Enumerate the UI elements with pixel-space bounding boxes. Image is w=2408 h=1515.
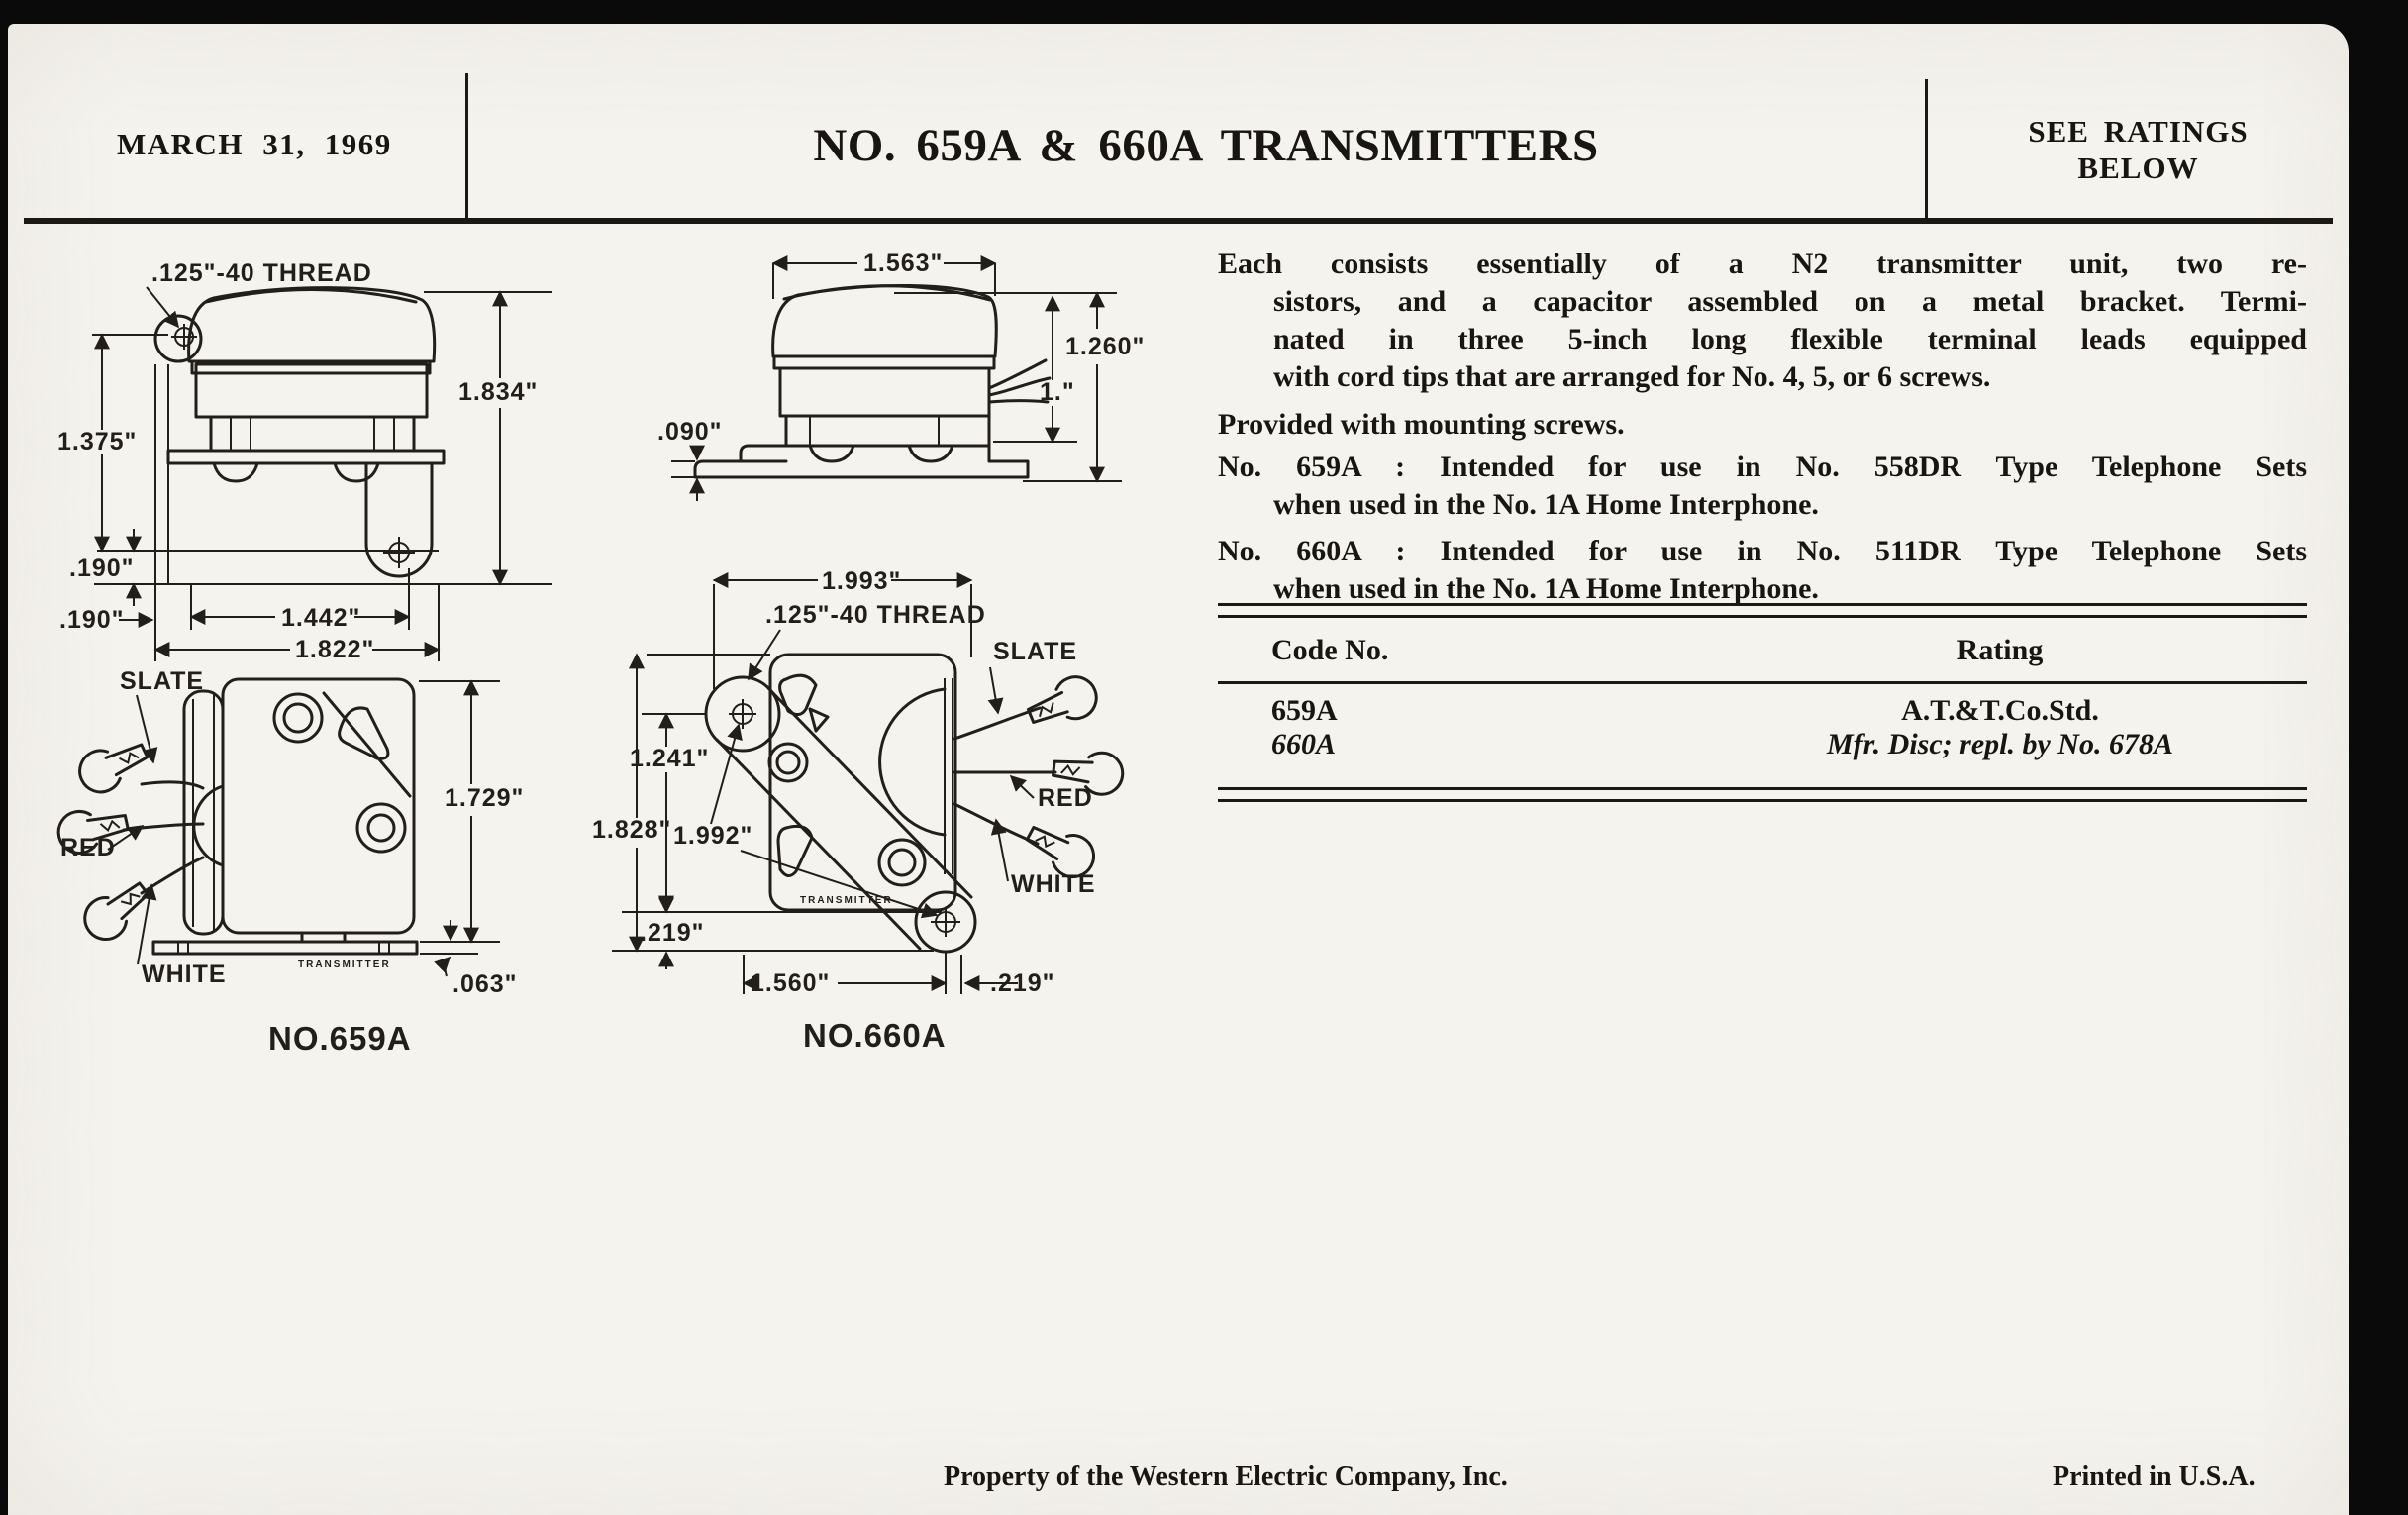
rating-cell: Mfr. Disc; repl. by No. 678A xyxy=(1827,728,2173,760)
column-header-rating: Rating xyxy=(1956,634,2044,666)
dimension-base-thickness xyxy=(420,920,518,998)
dimension-bottom xyxy=(640,892,1055,997)
description-line: when used in the No. 1A Home Interphone. xyxy=(1273,572,1819,605)
footer-property-note: Property of the Western Electric Company, Inc. xyxy=(944,1462,1508,1492)
dim-label-height-inner: 1.241" xyxy=(630,745,710,772)
header-divider-left xyxy=(465,73,468,218)
dim-label-height-overall: 1.729" xyxy=(445,784,525,812)
document-page xyxy=(8,24,2349,1515)
header-rule xyxy=(24,218,2333,224)
mounting-base-outline xyxy=(153,942,417,954)
dim-label-width-top: 1.993" xyxy=(822,567,902,595)
transmitter-cap-outline xyxy=(189,288,435,373)
ratings-note xyxy=(1928,113,2349,186)
document-date: MARCH 31, 1969 xyxy=(117,127,392,161)
dim-label-height-left: 1.375" xyxy=(57,428,138,455)
dim-label-thread: .125"-40 THREAD xyxy=(765,601,986,629)
dim-label-diagonal: 1.992" xyxy=(673,822,753,850)
dim-label-height-overall: 1.834" xyxy=(458,378,539,406)
diagram-660a-side-view xyxy=(642,242,1236,539)
dim-label-height-overall: 1.828" xyxy=(592,816,672,844)
dimension-foot-offset xyxy=(657,418,723,501)
description-line: No. 660A : Intended for use in No. 511DR Type Telephone Sets xyxy=(1218,535,2307,567)
diagram-660a-front-view xyxy=(582,568,1236,1103)
lead-label-red: RED xyxy=(60,834,116,861)
terminal-leads xyxy=(954,670,1125,884)
dimension-height-overall xyxy=(419,681,524,942)
dim-label-width-bottom: 1.560" xyxy=(751,969,831,997)
lead-label-white: WHITE xyxy=(1011,870,1096,898)
dim-label-offset-left: .219" xyxy=(640,919,705,947)
transmitter-body-outline xyxy=(168,364,444,576)
description-line: No. 659A : Intended for use in No. 558DR Type Telephone Sets xyxy=(1218,451,2307,483)
table-rule-top xyxy=(1218,603,2307,618)
dimension-height-left xyxy=(57,335,168,551)
description-line: nated in three 5-inch long flexible terminal leads equipped xyxy=(1273,323,2307,355)
diagram-659a-front-view xyxy=(43,667,597,1113)
table-row xyxy=(1218,694,2307,728)
dim-label-height-inner: 1." xyxy=(1040,378,1075,406)
dim-label-width-inner: 1.442" xyxy=(281,604,361,632)
diagram-659a-side-view xyxy=(57,242,612,697)
ratings-note-line2: BELOW xyxy=(2077,151,2199,185)
table-row xyxy=(1218,728,2307,761)
mounting-bracket-outline xyxy=(695,446,1028,477)
lead-label-slate: SLATE xyxy=(120,667,205,695)
dim-label-offset-left: .190" xyxy=(59,606,125,634)
rating-cell: A.T.&T.Co.Std. xyxy=(1901,694,2099,727)
transmitter-rim-outline xyxy=(184,691,223,934)
dimension-height-overall xyxy=(94,292,552,584)
dim-label-base-thickness: .063" xyxy=(452,970,518,998)
ratings-table xyxy=(1218,603,2307,802)
column-header-code: Code No. xyxy=(1271,634,1389,666)
dimension-width-inner xyxy=(191,568,409,632)
dim-label-offset-top: .190" xyxy=(69,555,135,582)
code-cell: 660A xyxy=(1271,728,1337,760)
dimension-height-overall xyxy=(592,655,934,951)
dim-label-thread: .125"-40 THREAD xyxy=(151,259,372,287)
bracket-plate-outline xyxy=(223,679,414,942)
description-line: with cord tips that are arranged for No. 4, 5, or 6 screws. xyxy=(1273,360,1991,393)
description-line: when used in the No. 1A Home Interphone. xyxy=(1273,488,1819,521)
page-title: NO. 659A & 660A TRANSMITTERS xyxy=(813,120,1599,171)
footer-printed-note: Printed in U.S.A. xyxy=(2053,1462,2256,1492)
dimension-height-inner xyxy=(993,297,1077,442)
diagram-caption: NO.659A xyxy=(268,1020,412,1057)
dim-label-width-top: 1.563" xyxy=(863,250,944,277)
table-header-row xyxy=(1218,618,2307,681)
description-line: Each consists essentially of a N2 transmitter unit, two re- xyxy=(1218,248,2307,280)
description-line: Provided with mounting screws. xyxy=(1218,408,1625,441)
description-line: sistors, and a capacitor assembled on a metal bracket. Termi- xyxy=(1273,285,2307,318)
unit-marking: TRANSMITTER xyxy=(298,960,391,970)
dim-label-width-overall: 1.822" xyxy=(295,636,375,663)
lead-label-white: WHITE xyxy=(142,960,227,988)
table-rule-bottom xyxy=(1218,787,2307,802)
transmitter-body-outline xyxy=(780,360,1050,446)
dim-label-foot-offset: .090" xyxy=(657,418,723,446)
unit-marking: TRANSMITTER xyxy=(800,895,893,906)
thread-boss xyxy=(155,316,201,361)
dim-label-offset-right: .219" xyxy=(990,969,1055,997)
lead-label-red: RED xyxy=(1038,784,1093,812)
transmitter-cap-outline xyxy=(773,285,997,368)
ratings-note-line1: SEE RATINGS xyxy=(2028,114,2249,149)
code-cell: 659A xyxy=(1271,694,1338,727)
transmitter-body-outline xyxy=(770,655,955,910)
dimension-width-top xyxy=(773,250,995,299)
lead-label-slate: SLATE xyxy=(993,638,1078,665)
diagram-caption: NO.660A xyxy=(803,1017,947,1054)
dim-label-height-overall: 1.260" xyxy=(1065,333,1146,360)
